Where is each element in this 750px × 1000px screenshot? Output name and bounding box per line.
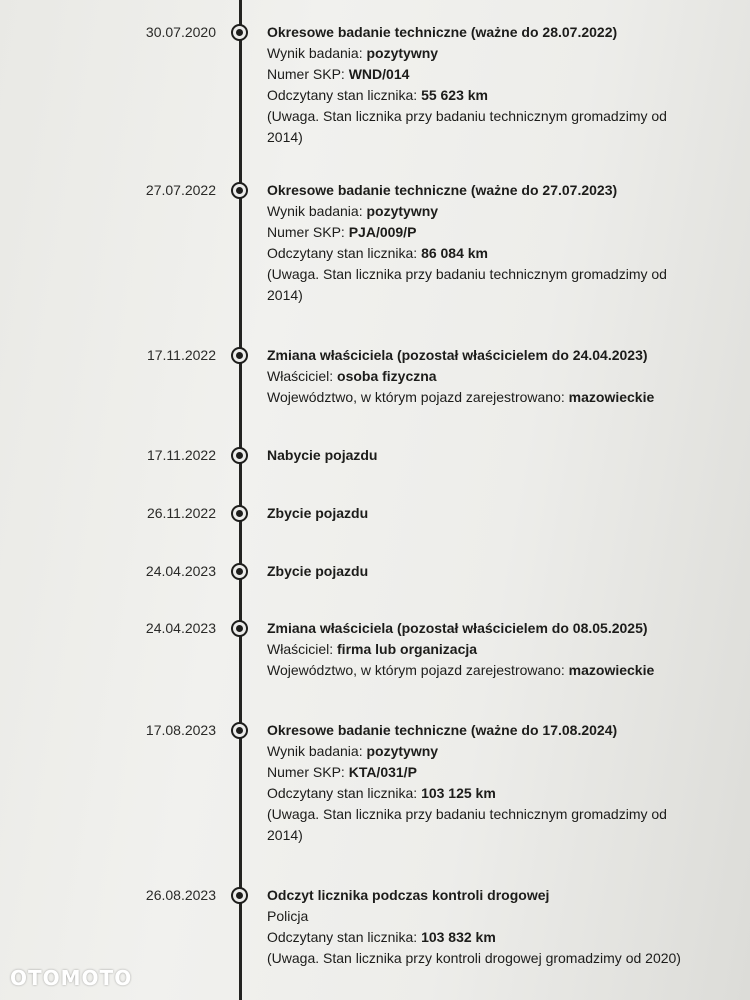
detail-label: Właściciel: <box>267 641 338 657</box>
timeline-dot-icon <box>231 563 248 580</box>
detail-label: Policja <box>267 908 309 924</box>
detail-value: 55 623 km <box>421 87 489 103</box>
event-detail <box>267 741 697 762</box>
detail-value: WND/014 <box>348 66 410 82</box>
detail-label: Wynik badania: <box>267 743 367 759</box>
event-title: Nabycie pojazdu <box>267 447 378 463</box>
detail-value: 103 125 km <box>421 785 496 801</box>
event-body <box>267 445 697 466</box>
event-title: Okresowe badanie techniczne (ważne do 17.08.2024) <box>267 722 618 738</box>
event-date: 27.07.2022 <box>145 182 216 198</box>
event-body <box>267 885 697 969</box>
detail-value: osoba fizyczna <box>337 368 437 384</box>
event-date: 17.08.2023 <box>145 722 216 738</box>
timeline-dot-icon <box>231 347 248 364</box>
detail-value: 86 084 km <box>421 245 489 261</box>
event-note: (Uwaga. Stan licznika przy badaniu technicznym gromadzimy od 2014) <box>267 806 667 843</box>
event-body <box>267 720 697 846</box>
event-date: 17.11.2022 <box>146 447 216 463</box>
detail-label: Numer SKP: <box>267 224 349 240</box>
event-date: 26.11.2022 <box>146 505 216 521</box>
timeline-dot-icon <box>231 447 248 464</box>
event-date: 17.11.2022 <box>146 347 216 363</box>
detail-value: pozytywny <box>366 743 439 759</box>
detail-value: mazowieckie <box>568 662 655 678</box>
event-detail <box>267 387 697 408</box>
detail-label: Odczytany stan licznika: <box>267 87 422 103</box>
event-detail <box>267 85 697 106</box>
detail-value: mazowieckie <box>568 389 655 405</box>
event-title: Okresowe badanie techniczne (ważne do 27.07.2023) <box>267 182 618 198</box>
timeline-dot-icon <box>231 887 248 904</box>
detail-value: PJA/009/P <box>348 224 417 240</box>
event-title: Zbycie pojazdu <box>267 505 369 521</box>
event-body <box>267 503 697 524</box>
event-body <box>267 180 697 306</box>
otomoto-watermark: OTOMOTO <box>10 966 133 990</box>
event-date: 24.04.2023 <box>145 620 216 636</box>
event-detail <box>267 201 697 222</box>
timeline-dot-icon <box>231 620 248 637</box>
event-date: 24.04.2023 <box>145 563 216 579</box>
event-title: Zmiana właściciela (pozostał właścicielem do 24.04.2023) <box>267 347 648 363</box>
event-detail <box>267 222 697 243</box>
event-date: 30.07.2020 <box>145 24 216 40</box>
event-detail <box>267 762 697 783</box>
event-detail <box>267 366 697 387</box>
event-body <box>267 618 697 681</box>
detail-label: Właściciel: <box>267 368 338 384</box>
timeline-dot-icon <box>231 24 248 41</box>
detail-label: Odczytany stan licznika: <box>267 929 422 945</box>
detail-value: KTA/031/P <box>348 764 417 780</box>
detail-label: Wynik badania: <box>267 203 367 219</box>
detail-label: Numer SKP: <box>267 66 349 82</box>
timeline-dot-icon <box>231 722 248 739</box>
detail-label: Odczytany stan licznika: <box>267 785 422 801</box>
event-detail <box>267 906 697 927</box>
event-detail <box>267 64 697 85</box>
event-title: Zbycie pojazdu <box>267 563 369 579</box>
detail-label: Województwo, w którym pojazd zarejestrowano: <box>267 389 569 405</box>
event-note: (Uwaga. Stan licznika przy badaniu technicznym gromadzimy od 2014) <box>267 108 667 145</box>
detail-value: pozytywny <box>366 203 439 219</box>
event-body <box>267 561 697 582</box>
timeline-dot-icon <box>231 182 248 199</box>
detail-label: Numer SKP: <box>267 764 349 780</box>
event-detail <box>267 660 697 681</box>
timeline-line <box>239 0 242 1000</box>
detail-label: Województwo, w którym pojazd zarejestrowano: <box>267 662 569 678</box>
event-note: (Uwaga. Stan licznika przy badaniu technicznym gromadzimy od 2014) <box>267 266 667 303</box>
timeline-dot-icon <box>231 505 248 522</box>
detail-label: Odczytany stan licznika: <box>267 245 422 261</box>
event-detail <box>267 243 697 264</box>
detail-value: 103 832 km <box>421 929 496 945</box>
detail-value: firma lub organizacja <box>337 641 478 657</box>
event-detail <box>267 783 697 804</box>
event-detail <box>267 639 697 660</box>
event-title: Odczyt licznika podczas kontroli drogowej <box>267 887 550 903</box>
event-body <box>267 22 697 148</box>
event-detail <box>267 43 697 64</box>
event-detail <box>267 927 697 948</box>
detail-value: pozytywny <box>366 45 439 61</box>
event-note: (Uwaga. Stan licznika przy kontroli drogowej gromadzimy od 2020) <box>267 950 681 966</box>
detail-label: Wynik badania: <box>267 45 367 61</box>
event-title: Okresowe badanie techniczne (ważne do 28.07.2022) <box>267 24 618 40</box>
event-body <box>267 345 697 408</box>
event-title: Zmiana właściciela (pozostał właścicielem do 08.05.2025) <box>267 620 648 636</box>
event-date: 26.08.2023 <box>145 887 216 903</box>
